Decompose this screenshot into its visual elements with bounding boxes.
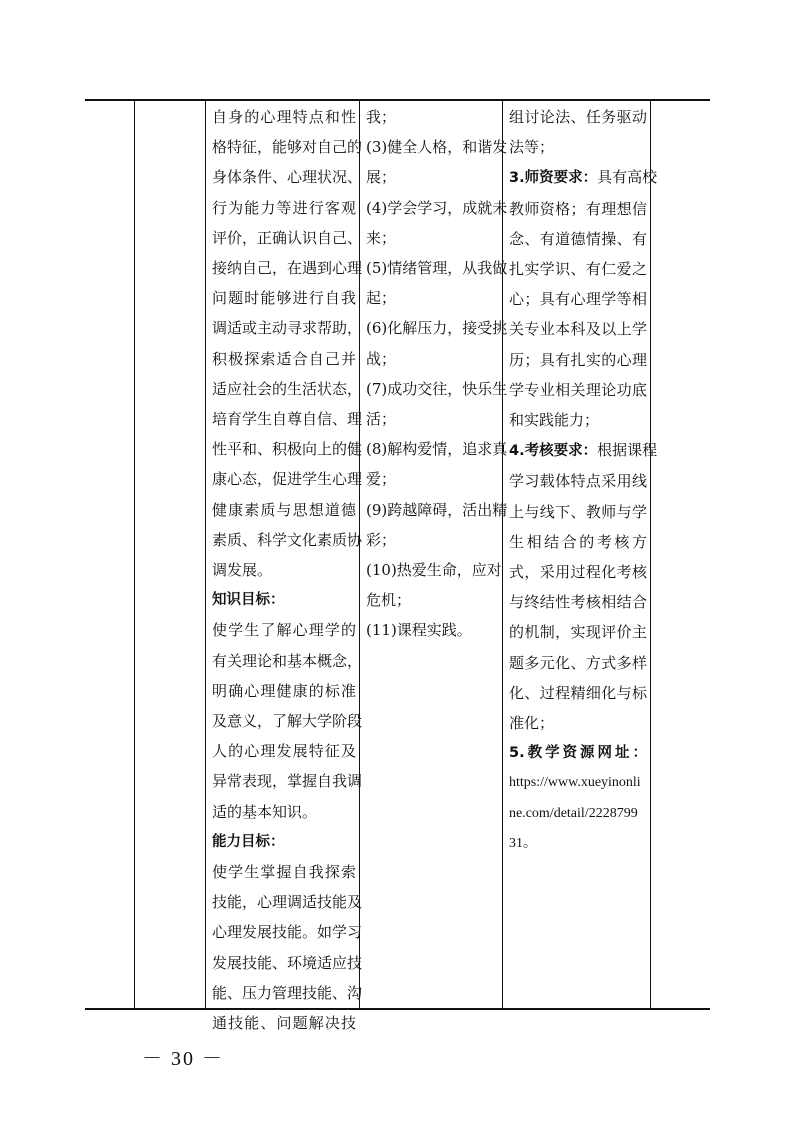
text-line: 通技能、问题解决技 — [212, 1014, 356, 1033]
text-line: (10)热爱生命，应对 — [366, 561, 502, 580]
text-line: (4)学会学习，成就未 — [366, 198, 508, 217]
table-bottom-rule — [85, 1008, 710, 1010]
text-line: (11)课程实践。 — [366, 621, 472, 640]
objectives-cell — [212, 102, 363, 1038]
assessment-requirement-heading: 4.考核要求： — [509, 443, 598, 460]
text-line: 自身的心理特点和性 — [212, 108, 356, 126]
text-line: 使学生了解心理学的 — [212, 621, 356, 640]
text-line: 积极探索适合自己并 — [212, 349, 356, 368]
text-line: 适应社会的生活状态， — [212, 379, 363, 398]
text-line: 彩； — [366, 530, 397, 549]
text-line: 健康素质与思想道德 — [212, 500, 356, 519]
text-line: 使学生掌握自我探索 — [212, 863, 356, 882]
text-line: 调发展。 — [212, 561, 273, 580]
text-line: 战； — [366, 349, 397, 368]
text-line: 准化； — [509, 714, 555, 733]
text-line: 的机制，实现评价主 — [509, 623, 647, 642]
text-line: 心；具有心理学等相 — [509, 290, 647, 309]
requirements-cell — [509, 102, 658, 859]
column-divider — [502, 100, 503, 1008]
text-line — [509, 435, 658, 466]
text-line: 扎实学识、有仁爱之 — [509, 260, 647, 279]
text-line: 我； — [366, 108, 397, 126]
text-line: 格特征，能够对自己的 — [212, 138, 363, 157]
teacher-requirement-heading: 3.师资要求： — [509, 170, 598, 187]
text-line: 培育学生自尊自信、理 — [212, 410, 363, 429]
text-line: 爱； — [366, 470, 397, 489]
text-line: 性平和、积极向上的健 — [212, 440, 363, 459]
text-line: 技能，心理调适技能及 — [212, 893, 363, 912]
text-line: 危机； — [366, 591, 412, 610]
text-line: (6)化解压力，接受挑 — [366, 319, 508, 338]
knowledge-objective-heading: 知识目标： — [212, 592, 285, 609]
text-line: 接纳自己，在遇到心理 — [212, 259, 363, 278]
text-line: (8)解构爱情，追求真 — [366, 440, 508, 459]
resource-url-line[interactable]: 31。 — [509, 835, 537, 851]
column-divider — [134, 100, 135, 1008]
text-line: 历；具有扎实的心理 — [509, 350, 647, 369]
text-line: 教师资格；有理想信 — [509, 199, 647, 218]
text-line: (3)健全人格，和谐发 — [366, 138, 508, 157]
text-line: 身体条件、心理状况、 — [212, 168, 363, 187]
text-fragment: 具有高校 — [597, 168, 658, 187]
text-line: 起； — [366, 289, 397, 308]
text-line: 问题时能够进行自我 — [212, 289, 356, 308]
text-line: 适的基本知识。 — [212, 802, 318, 821]
text-line: 组讨论法、任务驱动 — [509, 108, 647, 126]
text-line: 题多元化、方式多样 — [509, 653, 647, 672]
content-cell — [366, 102, 508, 646]
text-line: 心理发展技能。如学习 — [212, 923, 363, 942]
text-line: 明确心理健康的标准 — [212, 681, 356, 700]
text-line: 式，采用过程化考核 — [509, 563, 647, 582]
text-line: (7)成功交往，快乐生 — [366, 379, 508, 398]
text-line: 行为能力等进行客观 — [212, 198, 356, 217]
text-line: 素质、科学文化素质协 — [212, 530, 363, 549]
text-line: 化、过程精细化与标 — [509, 683, 647, 702]
text-line — [509, 162, 658, 193]
text-line: 学专业相关理论功底 — [509, 380, 647, 399]
ability-objective-heading: 能力目标： — [212, 833, 285, 850]
text-line: 发展技能、环境适应技 — [212, 953, 363, 972]
text-line: 康心态，促进学生心理 — [212, 470, 363, 489]
text-line: 能、压力管理技能、沟 — [212, 983, 363, 1002]
text-fragment: 根据课程 — [597, 441, 658, 460]
text-line: 上与线下、教师与学 — [509, 502, 647, 521]
text-line: 及意义，了解大学阶段 — [212, 712, 363, 731]
text-line: (9)跨越障碍，活出精 — [366, 500, 508, 519]
resource-url-heading: 5.教学资源网址： — [509, 745, 647, 762]
text-line: 生相结合的考核方 — [509, 532, 647, 551]
text-line: 念、有道德情操、有 — [509, 229, 647, 248]
column-divider — [205, 100, 206, 1008]
text-line: 有关理论和基本概念， — [212, 651, 363, 670]
resource-url-line[interactable]: https://www.xueyinonli — [509, 775, 641, 791]
text-line: 法等； — [509, 138, 555, 157]
column-divider — [650, 100, 651, 1008]
text-line: 来； — [366, 228, 397, 247]
text-line: 活； — [366, 410, 397, 429]
text-line: 与终结性考核相结合 — [509, 593, 647, 612]
text-line: 和实践能力； — [509, 411, 600, 430]
text-line: 学习载体特点采用线 — [509, 472, 647, 491]
text-line: 异常表现，掌握自我调 — [212, 772, 363, 791]
text-line: 人的心理发展特征及 — [212, 742, 356, 761]
text-line: 评价，正确认识自己、 — [212, 228, 363, 247]
text-line: 展； — [366, 168, 397, 187]
resource-url-line[interactable]: ne.com/detail/2228799 — [509, 805, 638, 821]
text-line: (5)情绪管理，从我做 — [366, 259, 508, 278]
text-line: 关专业本科及以上学 — [509, 320, 647, 339]
page-number: － 30 － — [142, 1048, 224, 1070]
table-top-rule — [85, 99, 710, 101]
text-line: 调适或主动寻求帮助， — [212, 319, 363, 338]
